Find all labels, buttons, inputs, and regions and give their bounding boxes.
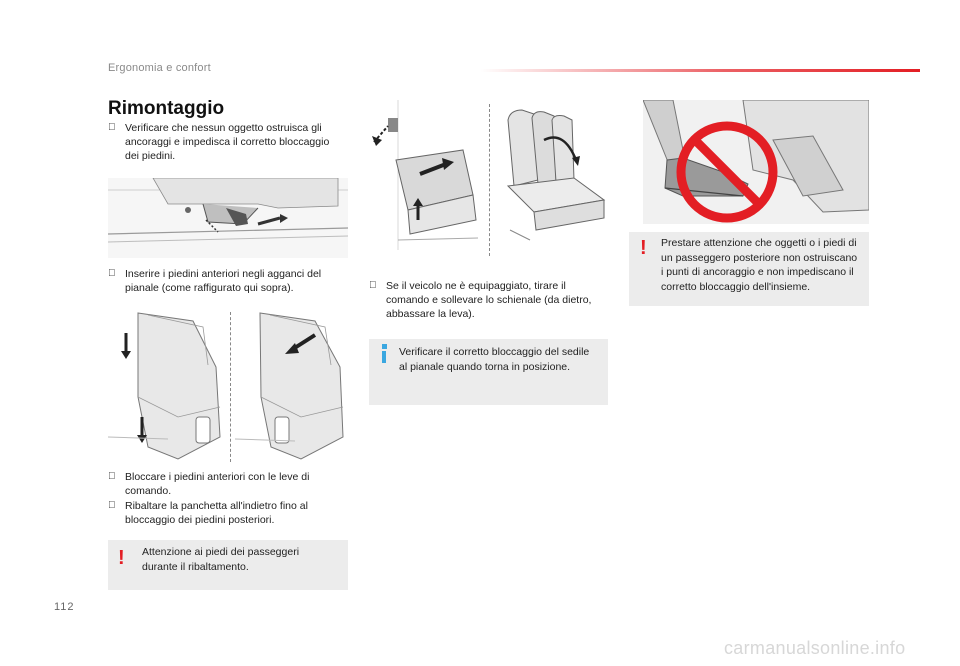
watermark: carmanualsonline.info xyxy=(724,638,906,658)
instruction-4 xyxy=(108,499,343,527)
warning-icon: ! xyxy=(640,237,647,259)
bullet-marker xyxy=(108,267,125,295)
info-icon-dot xyxy=(382,344,387,349)
bench-tilt-illustration-left xyxy=(108,307,228,465)
bullet-marker xyxy=(108,121,125,163)
instruction-2 xyxy=(108,267,348,295)
instruction-2-text: Inserire i piedini anteriori negli agganci del pianale (come raffigurato qui sopra). xyxy=(125,268,322,294)
info-note-seat-lock xyxy=(369,339,608,405)
info-icon xyxy=(382,351,386,363)
divider xyxy=(489,104,490,256)
bench-tilt-illustration-right xyxy=(235,307,350,465)
warning-note-passengers xyxy=(108,540,348,590)
instruction-3 xyxy=(108,470,343,498)
header-rule xyxy=(480,69,920,72)
prohibited-foot-illustration xyxy=(643,100,869,224)
rear-bench-illustration xyxy=(494,100,608,255)
instruction-1-text: Verificare che nessun oggetto ostruisca gli ancoraggi e impedisca il corretto bloccaggio dei piedini. xyxy=(125,122,330,162)
backrest-lift-illustration xyxy=(368,100,484,255)
seat-foot-latch-illustration xyxy=(108,178,348,258)
bullet-marker xyxy=(108,499,125,527)
page-number: 112 xyxy=(54,601,75,613)
page-heading: Rimontaggio xyxy=(108,98,225,119)
bullet-marker xyxy=(108,470,125,498)
instruction-5-text: Se il veicolo ne è equipaggiato, tirare il comando e sollevare lo schienale (da dietro, abbassare la leva). xyxy=(386,280,592,320)
instruction-1 xyxy=(108,121,343,163)
divider xyxy=(230,312,231,462)
instruction-4-text: Ribaltare la panchetta all'indietro fino al bloccaggio dei piedini posteriori. xyxy=(125,500,308,526)
warning-note-text: Attenzione ai piedi dei passeggeri durante il ribaltamento. xyxy=(142,546,300,573)
bullet-marker xyxy=(369,279,386,321)
instruction-3-text: Bloccare i piedini anteriori con le leve di comando. xyxy=(125,471,310,497)
info-note-text: Verificare il corretto bloccaggio del sedile al pianale quando torna in posizione. xyxy=(399,346,590,373)
warning-icon: ! xyxy=(118,547,125,569)
instruction-5 xyxy=(369,279,601,321)
section-title: Ergonomia e confort xyxy=(108,62,211,74)
warning-note-text: Prestare attenzione che oggetti o i piedi di un passeggero posteriore non ostruiscano i punti di ancoraggio e non impediscano il corretto bloccaggio dell'insieme. xyxy=(661,237,858,293)
warning-note-anchorage xyxy=(629,232,869,306)
